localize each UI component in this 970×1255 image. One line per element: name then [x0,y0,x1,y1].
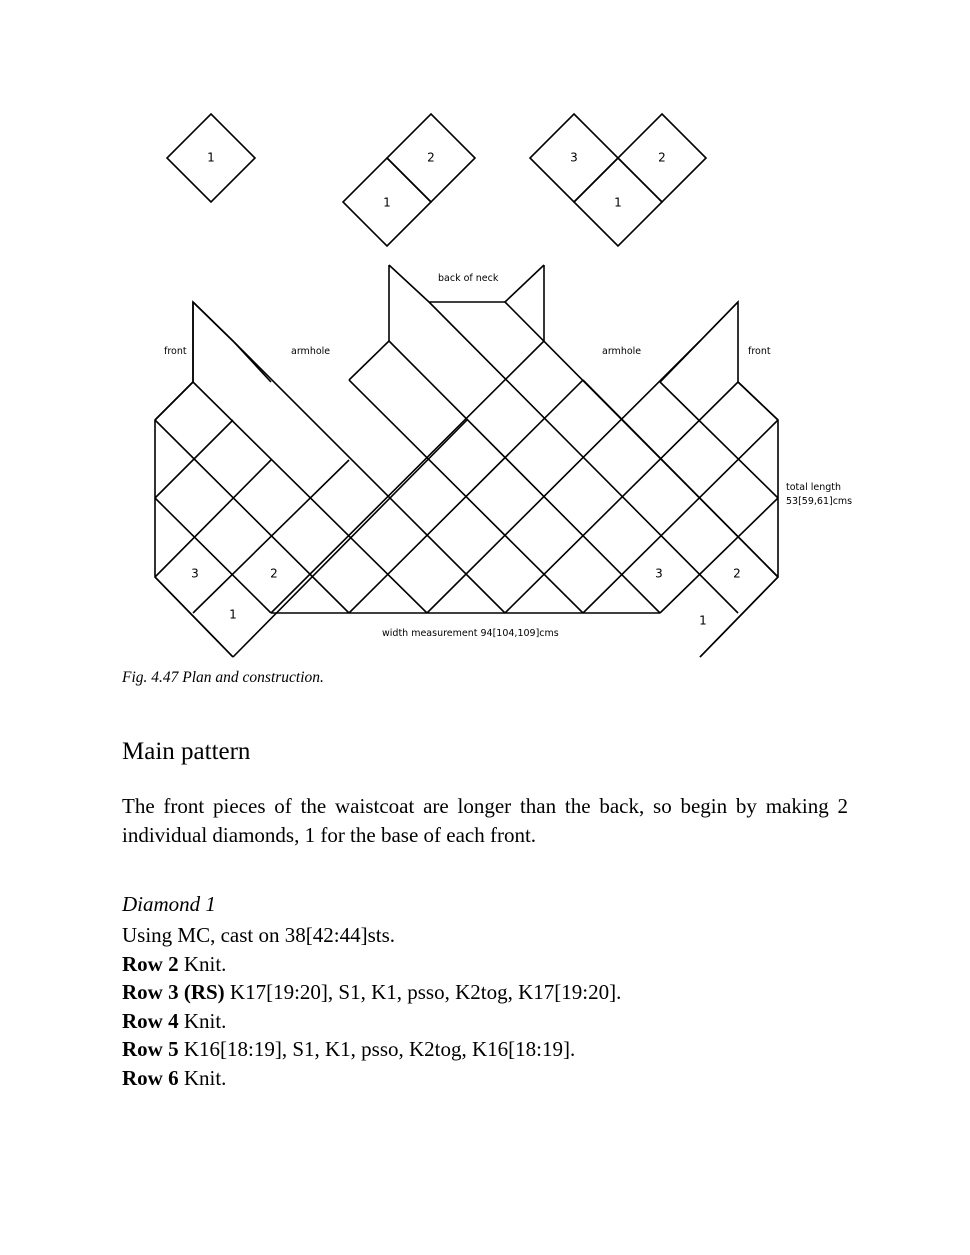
total-length-value: 53[59,61]cms [786,496,853,507]
waistcoat-grid [155,265,778,657]
diamond-subheading: Diamond 1 [122,892,216,916]
neck-left-slope [389,265,429,302]
grid-line [738,382,778,420]
row-text: K16[18:19], S1, K1, psso, K2tog, K16[18:19]. [178,1037,576,1061]
total-length-label: total length [786,482,842,493]
grid-line [583,420,778,613]
grid-line [155,420,349,613]
grid-line [155,382,193,420]
row-text: Knit. [178,1065,227,1090]
armhole-label-left: armhole [291,346,331,357]
row-label: Row 5 [122,1037,179,1061]
grid-line [155,577,233,657]
label-2: 2 [658,150,666,165]
pattern-row [122,978,621,1007]
row-label: Row 2 [122,951,179,976]
cast-on-line: Using MC, cast on 38[42:44]sts. [122,923,395,947]
figure-caption: Fig. 4.47 Plan and construction. [122,669,324,686]
pattern-rows [122,921,621,1092]
armhole-label-right: armhole [602,346,642,357]
grid-line [349,341,389,380]
grid-line [271,341,544,613]
section-heading: Main pattern [122,738,251,765]
grid-line [660,341,700,382]
label-1: 1 [207,150,215,165]
row-text: Knit. [178,1008,227,1033]
label-2: 2 [270,566,278,581]
pattern-row [122,1007,621,1036]
pattern-row [122,1035,621,1064]
grid-line [700,302,738,341]
pattern-row [122,1064,621,1093]
label-2: 2 [733,566,741,581]
front-label-right: front [748,346,771,357]
label-3: 3 [570,150,578,165]
grid-line [389,341,660,613]
intro-paragraph: The front pieces of the waistcoat are longer than the back, so begin by making 2 individual diamonds, 1 for the base of each front. [122,794,848,847]
grid-line [583,380,778,577]
grid-line [700,577,778,657]
front-label-left: front [164,346,187,357]
label-2: 2 [427,150,435,165]
row-label: Row 6 [122,1065,179,1090]
row-label: Row 3 (RS) [122,980,225,1004]
pattern-row [122,950,621,979]
back-of-neck-label: back of neck [438,273,499,284]
row-text: K17[19:20], S1, K1, psso, K2tog, K17[19:20]. [224,980,622,1004]
label-3: 3 [191,566,199,581]
width-measurement-label: width measurement 94[104,109]cms [382,628,559,639]
label-1: 1 [383,195,391,210]
label-3: 3 [655,566,663,581]
neck-right-slope [505,265,544,302]
grid-line [660,382,778,498]
label-1: 1 [229,607,237,622]
row-text: Knit. [178,951,227,976]
grid-line [193,302,233,341]
label-1: 1 [699,613,707,628]
label-1: 1 [614,195,622,210]
row-label: Row 4 [122,1008,179,1033]
